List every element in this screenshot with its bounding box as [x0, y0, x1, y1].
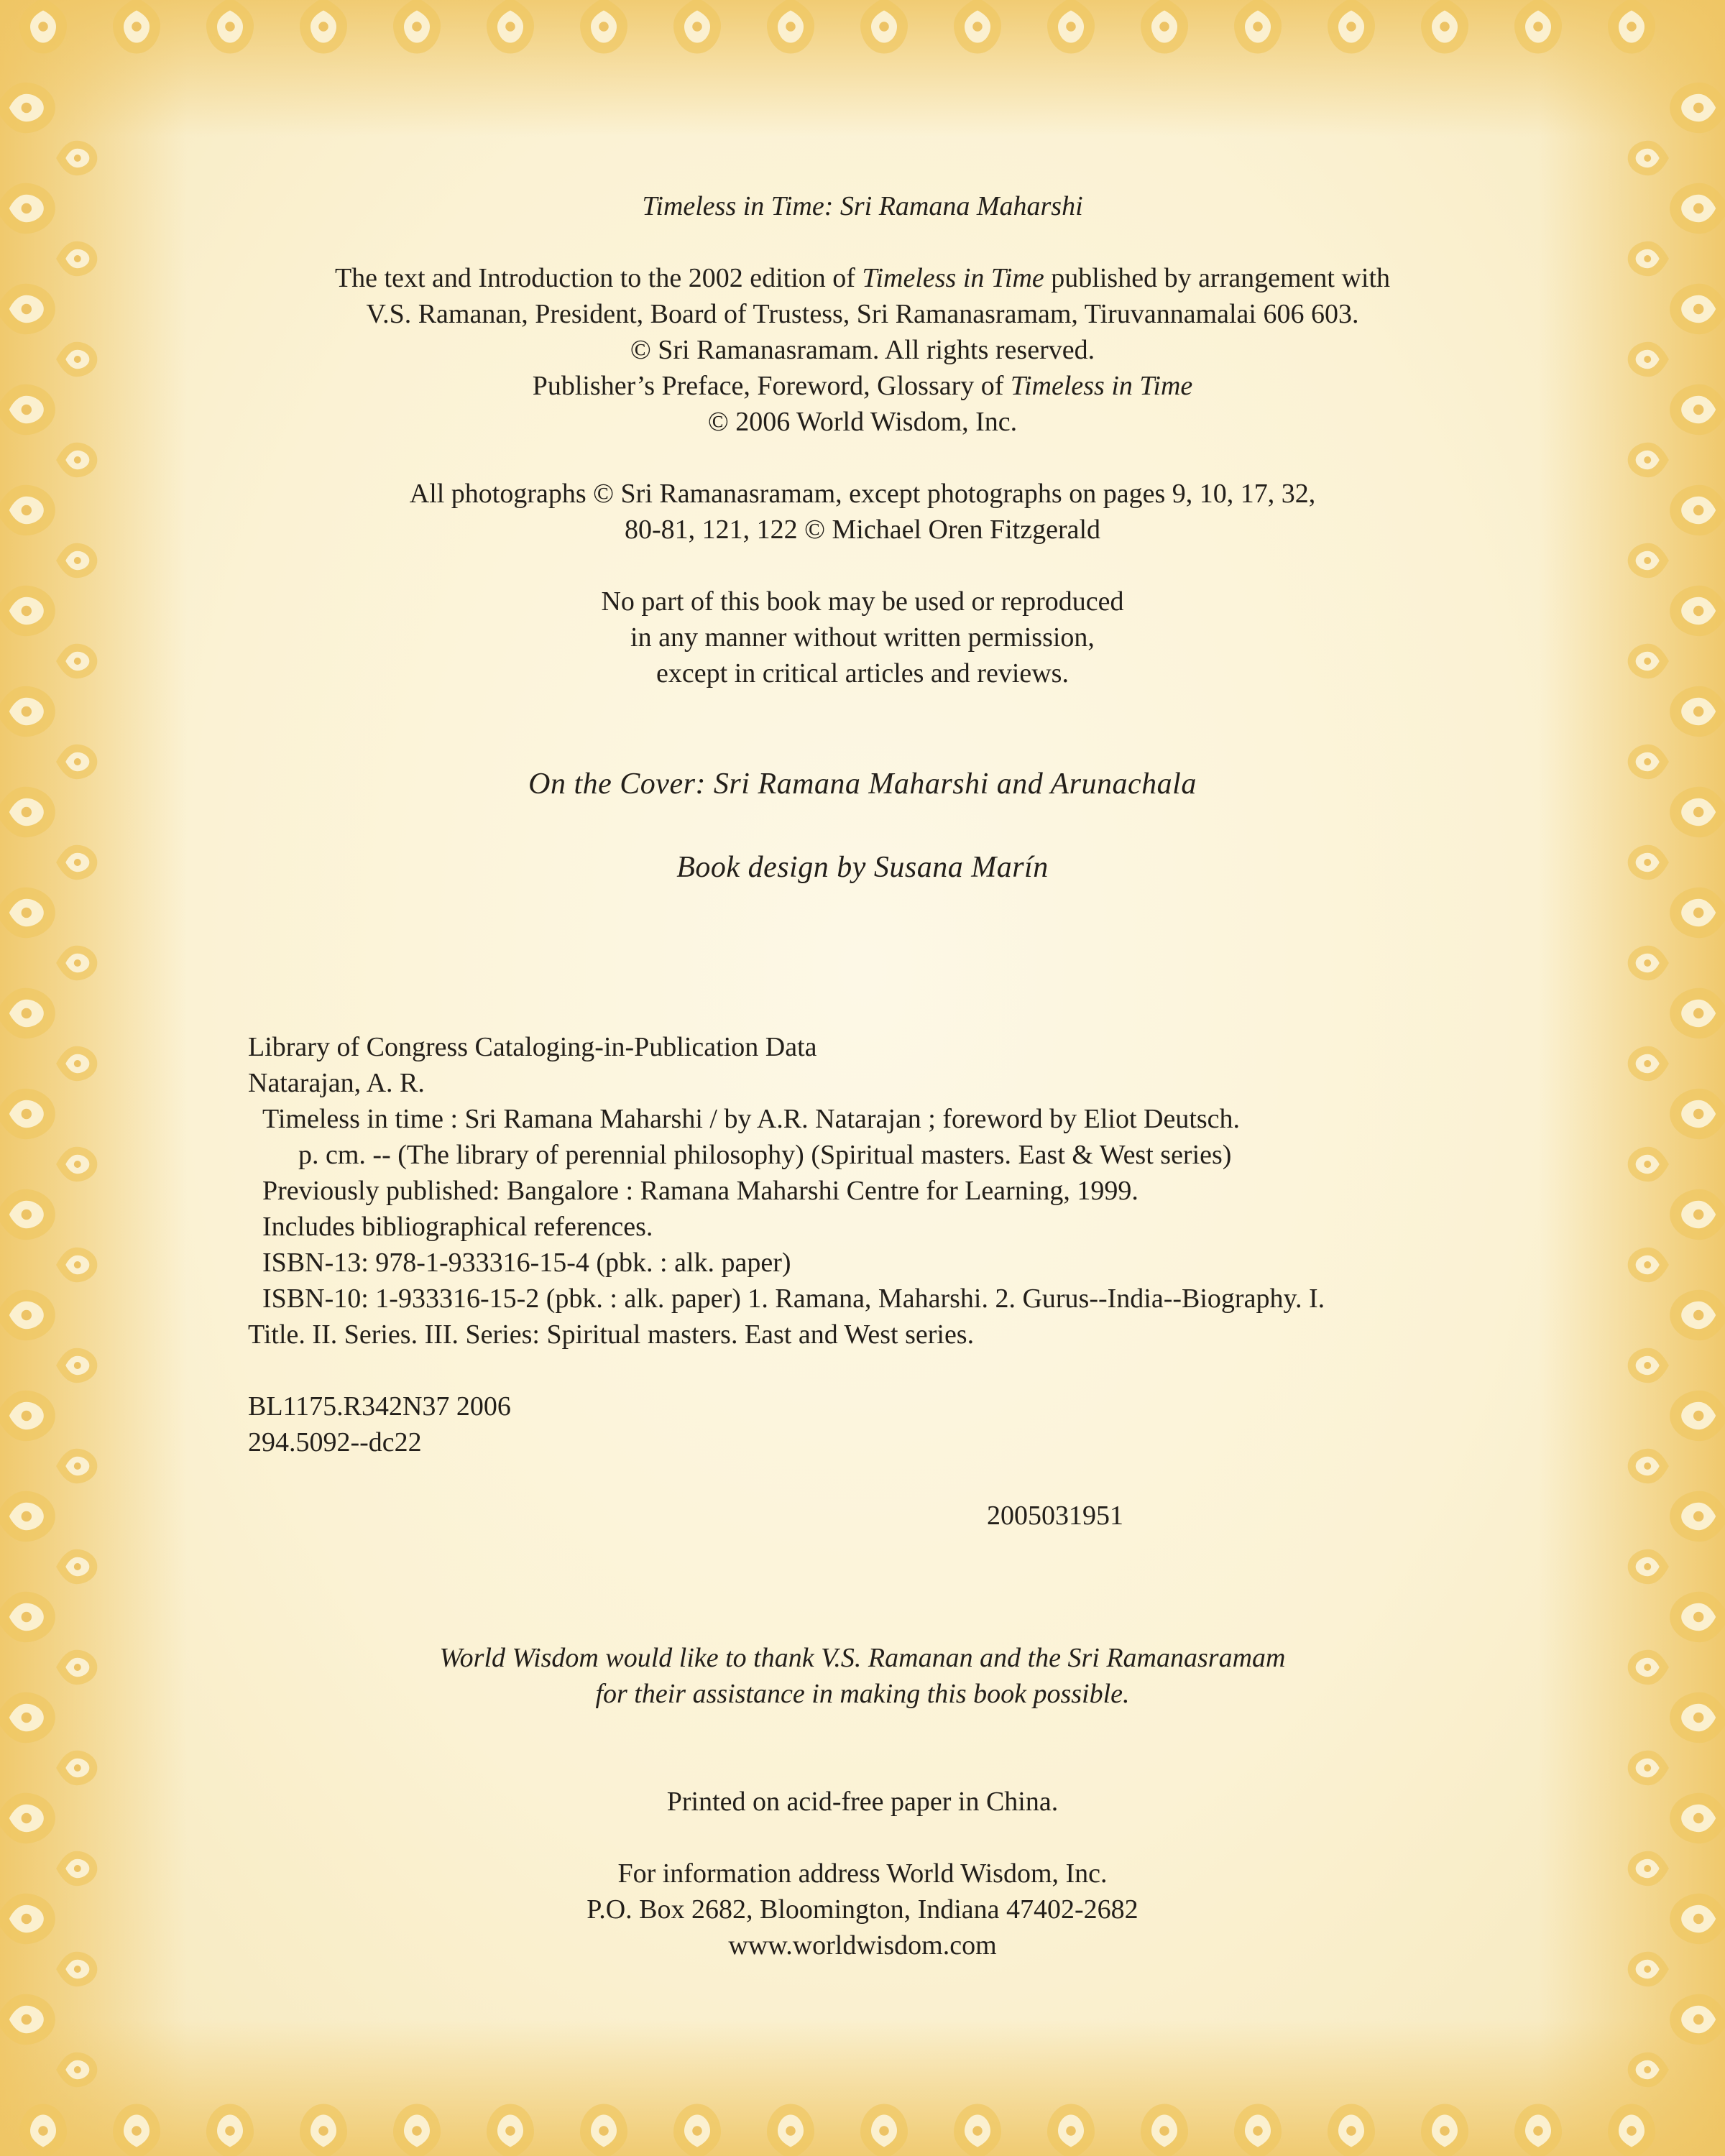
- cip-subjects: Title. II. Series. III. Series: Spiritual masters. East and West series.: [248, 1319, 975, 1350]
- cip-dewey: 294.5092--dc22: [248, 1427, 422, 1457]
- cip-call-number: BL1175.R342N37 2006: [248, 1391, 511, 1422]
- cip-isbn10: ISBN-10: 1-933316-15-2 (pbk. : alk. paper) 1. Ramana, Maharshi. 2. Gurus--India--Biography. I.: [262, 1284, 1325, 1314]
- header-title: Timeless in Time: Sri Ramana Maharshi: [642, 191, 1083, 221]
- photo-credit-line-2: 80-81, 121, 122 © Michael Oren Fitzgerald: [624, 515, 1101, 545]
- copyright-line-4-pre: Publisher’s Preface, Foreword, Glossary of: [532, 371, 1004, 401]
- printed-note: Printed on acid-free paper in China.: [666, 1787, 1059, 1817]
- thanks-line-1: World Wisdom would like to thank V.S. Ramanan and the Sri Ramanasramam: [439, 1643, 1286, 1673]
- photo-credit-line-1: All photographs © Sri Ramanasramam, except photographs on pages 9, 10, 17, 32,: [409, 479, 1316, 509]
- thanks-line-2: for their assistance in making this book possible.: [595, 1679, 1130, 1709]
- cip-author: Natarajan, A. R.: [248, 1068, 425, 1098]
- design-credit: Book design by Susana Marín: [676, 851, 1049, 884]
- copyright-line-3: © Sri Ramanasramam. All rights reserved.: [630, 335, 1095, 365]
- cip-previous: Previously published: Bangalore : Ramana Maharshi Centre for Learning, 1999.: [262, 1176, 1138, 1206]
- contact-line-2: P.O. Box 2682, Bloomington, Indiana 47402-2682: [586, 1894, 1138, 1925]
- copyright-line-2: V.S. Ramanan, President, Board of Trustess, Sri Ramanasramam, Tiruvannamalai 606 603.: [366, 299, 1359, 329]
- copyright-line-1-title: Timeless in Time: [862, 263, 1044, 293]
- cover-credit: On the Cover: Sri Ramana Maharshi and Arunachala: [528, 768, 1197, 801]
- rights-line-3: except in critical articles and reviews.: [656, 658, 1069, 688]
- cip-heading: Library of Congress Cataloging-in-Publication Data: [248, 1032, 817, 1062]
- cip-series-line: p. cm. -- (The library of perennial philosophy) (Spiritual masters. East & West series): [298, 1140, 1232, 1170]
- cip-title-line: Timeless in time : Sri Ramana Maharshi / by A.R. Natarajan ; foreword by Eliot Deutsch.: [262, 1104, 1241, 1134]
- contact-line-1: For information address World Wisdom, Inc.: [617, 1858, 1108, 1889]
- cip-bibliography: Includes bibliographical references.: [262, 1212, 653, 1242]
- copyright-line-1-pre: The text and Introduction to the 2002 edition of: [334, 263, 855, 293]
- contact-website[interactable]: www.worldwisdom.com: [728, 1930, 997, 1961]
- rights-line-1: No part of this book may be used or reproduced: [601, 586, 1124, 617]
- cip-lccn: 2005031951: [987, 1501, 1123, 1531]
- copyright-line-5: © 2006 World Wisdom, Inc.: [707, 407, 1018, 437]
- copyright-line-4-title: Timeless in Time: [1010, 371, 1193, 401]
- rights-line-2: in any manner without written permission,: [630, 622, 1095, 653]
- copyright-line-4: [0, 368, 1725, 404]
- copyright-line-1: [0, 260, 1725, 296]
- copyright-line-1-post: published by arrangement with: [1051, 263, 1391, 293]
- cip-isbn13: ISBN-13: 978-1-933316-15-4 (pbk. : alk. paper): [262, 1248, 791, 1278]
